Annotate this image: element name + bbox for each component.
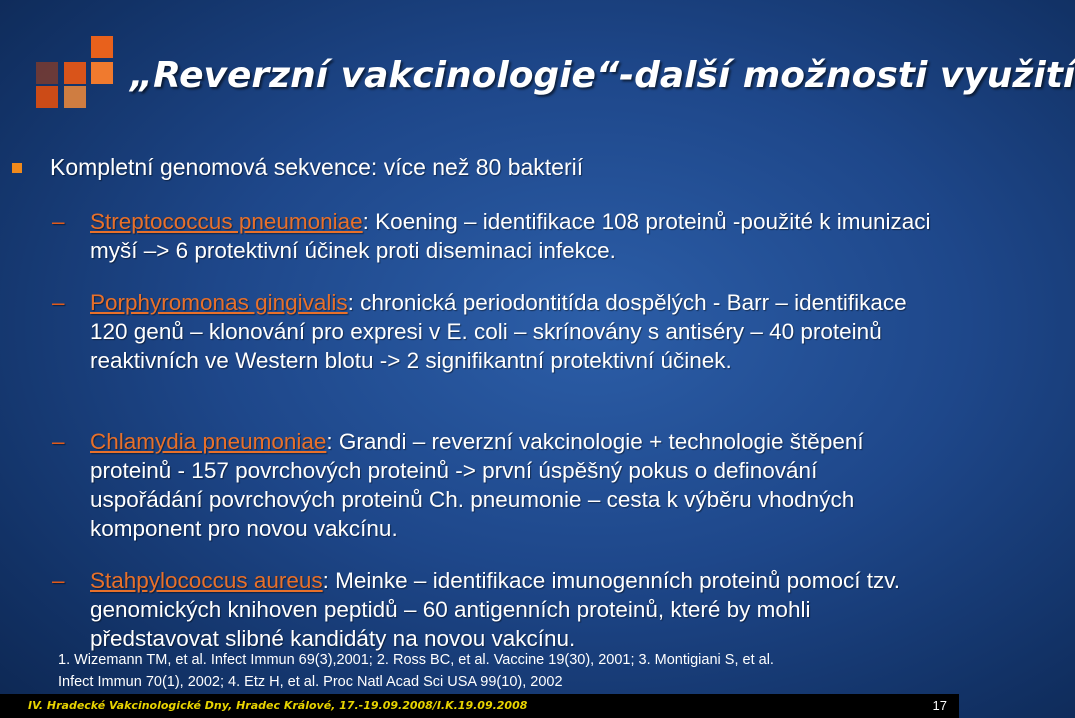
dash-bullet-icon: – xyxy=(52,568,65,593)
item-text: : Grandi – reverzní vakcinologie + technologie štěpení proteinů - 157 povrchových proteinů -> první úspěšný pokus o definování uspořádání povrchových proteinů Ch. pneumonie – cesta k výběru vhodných komponent pro novou vakcínu. xyxy=(90,429,864,541)
reference-line: 1. Wizemann TM, et al. Infect Immun 69(3),2001; 2. Ross BC, et al. Vaccine 19(30), 2001; 3. Montigiani S, et al. xyxy=(58,652,774,668)
item-text: : Meinke – identifikace imunogenních proteinů pomocí tzv. genomických knihoven peptidů – 60 antigenních proteinů, které by mohli představovat slibné kandidáty na novou vakcínu. xyxy=(90,568,901,651)
organism-name: Porphyromonas gingivalis xyxy=(90,290,348,315)
list-item xyxy=(52,427,932,543)
references xyxy=(58,649,938,693)
logo-squares-icon xyxy=(36,36,116,108)
organism-name: Chlamydia pneumoniae xyxy=(90,429,327,454)
item-text: : Koening – identifikace 108 proteinů -použité k imunizaci myší –> 6 protektivní účinek proti diseminaci infekce. xyxy=(90,209,931,263)
slide-title: „Reverzní vakcinologie“-další možnosti využití xyxy=(130,55,1075,96)
item-text: : chronická periodontitída dospělých - Barr – identifikace 120 genů – klonování pro expresi v E. coli – skrínovány s antiséry – 40 proteinů reaktivních ve Western blotu -> 2 signifikantní protektivní účinek. xyxy=(90,290,907,373)
dash-bullet-icon: – xyxy=(52,290,65,315)
footer-text: IV. Hradecké Vakcinologické Dny, Hradec Králové, 17.-19.09.2008/I.K.19.09.2008 xyxy=(28,699,528,712)
organism-name: Streptococcus pneumoniae xyxy=(90,209,363,234)
footer-bar xyxy=(0,694,959,718)
dash-bullet-icon: – xyxy=(52,209,65,234)
list-item xyxy=(52,566,932,653)
square-bullet-icon xyxy=(12,163,22,173)
list-item xyxy=(52,207,932,265)
organism-name: Stahpylococcus aureus xyxy=(90,568,323,593)
reference-line: Infect Immun 70(1), 2002; 4. Etz H, et al. Proc Natl Acad Sci USA 99(10), 2002 xyxy=(58,674,563,690)
list-item xyxy=(52,288,932,375)
dash-bullet-icon: – xyxy=(52,429,65,454)
main-bullet-text: Kompletní genomová sekvence: více než 80 bakterií xyxy=(50,154,584,180)
page-number: 17 xyxy=(932,698,947,713)
